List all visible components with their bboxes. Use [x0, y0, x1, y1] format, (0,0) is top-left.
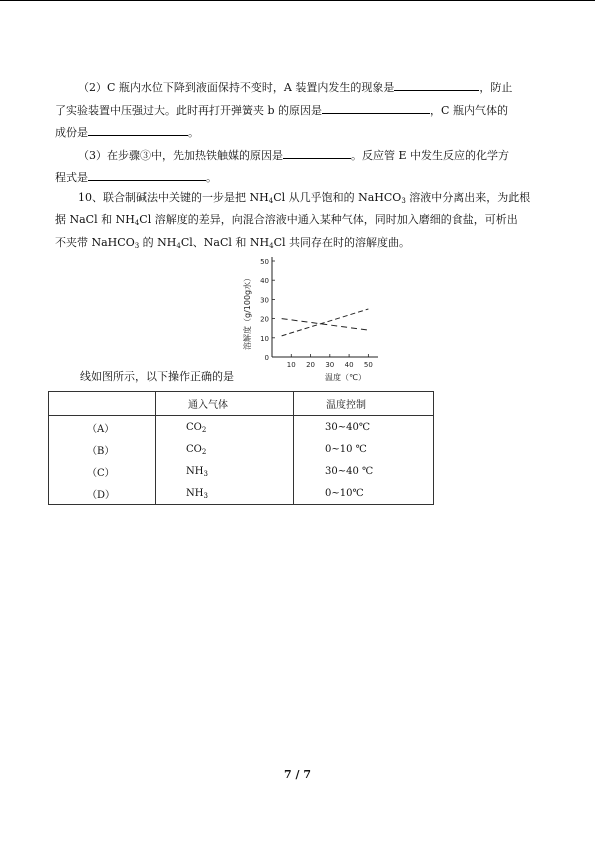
q9-2-text2: ，防止 [479, 81, 513, 94]
y-axis-label: 溶解度（g/100g水） [243, 273, 252, 350]
table-row [49, 416, 434, 439]
x-tick-label: 20 [306, 361, 316, 369]
temperature-cell: 0~10℃ [294, 482, 434, 505]
q9-2-line3 [55, 124, 199, 140]
option-label[interactable]: （C） [49, 460, 156, 482]
subscript: 3 [401, 197, 406, 205]
answer-blank[interactable] [394, 79, 479, 91]
q9-2-text4: ，C 瓶内气体的 [430, 104, 508, 117]
q10-text: 溶液中分离出来，为此根 [405, 191, 531, 204]
table-header: 通入气体 [156, 392, 294, 416]
subscript: 4 [269, 242, 274, 250]
x-tick-label: 10 [286, 361, 296, 369]
table-row [49, 438, 434, 460]
q10-text: 的 NH [139, 236, 177, 249]
q10-line3 [55, 236, 410, 250]
y-tick-label: 0 [264, 354, 269, 362]
x-tick-label: 40 [344, 361, 354, 369]
q10-text: Cl 共同存在时的溶解度曲。 [273, 236, 411, 249]
table-row [49, 482, 434, 505]
gas-cell: $CO_2$ [156, 416, 294, 439]
temperature-cell: 0~10 ℃ [294, 438, 434, 460]
x-tick-label: 30 [325, 361, 335, 369]
page-number: 7 / 7 [284, 768, 311, 781]
q9-3-text4: 。 [206, 171, 217, 184]
q10-text: 据 NaCl 和 NH [55, 213, 135, 226]
y-tick-label: 10 [260, 334, 269, 343]
gas-cell: $CO_2$ [156, 438, 294, 460]
option-label[interactable]: （D） [49, 482, 156, 505]
q9-3-text3: 程式是 [55, 171, 88, 184]
series-line [282, 319, 369, 331]
q10-text: Cl 溶解度的差异，向混合溶液中通入某种气体，同时加入磨细的食盐，可析出 [139, 213, 518, 226]
answer-blank[interactable] [88, 124, 188, 136]
y-tick-label: 30 [260, 296, 269, 305]
q9-2-text3: 了实验装置中压强过大。此时再打开弹簧夹 b 的原因是 [55, 104, 323, 117]
gas-cell: $NH_3$ [156, 482, 294, 505]
q10-text: 线如图所示，以下操作正确的是 [80, 370, 234, 383]
q9-2-line2 [55, 102, 508, 118]
solubility-chart [243, 256, 383, 386]
top-rule [0, 0, 595, 1]
option-label[interactable]: （B） [49, 438, 156, 460]
q9-2-text6: 。 [188, 126, 199, 139]
answer-blank[interactable] [322, 102, 430, 114]
q10-line4 [80, 370, 234, 384]
q9-2-text1: （2）C 瓶内水位下降到液面保持不变时，A 装置内发生的现象是 [78, 81, 395, 94]
q10-text: 不夹带 NaHCO [55, 236, 135, 249]
subscript: 4 [134, 219, 140, 227]
gas-cell: $NH_3$ [156, 460, 294, 482]
subscript: 4 [268, 197, 274, 205]
table-header: 温度控制 [294, 392, 434, 416]
y-tick-label: 50 [260, 258, 269, 266]
subscript: 3 [134, 242, 140, 250]
q9-2-text5: 成份是 [55, 126, 88, 139]
table-header-row [49, 392, 434, 416]
answer-blank[interactable] [88, 169, 206, 181]
subscript: 4 [176, 242, 181, 250]
q9-3-line2 [55, 169, 217, 185]
option-label[interactable]: （A） [49, 416, 156, 439]
series-line [282, 309, 369, 336]
answer-blank[interactable] [283, 147, 351, 159]
options-table [48, 391, 434, 505]
q10-text: Cl 从几乎饱和的 NaHCO [273, 191, 402, 204]
y-tick-label: 20 [260, 315, 269, 324]
q9-3-text2: 。反应管 E 中发生反应的化学方 [351, 149, 510, 162]
table-row [49, 460, 434, 482]
q9-2-line1 [78, 79, 512, 95]
temperature-cell: 30~40℃ [294, 416, 434, 439]
q10-text: 10、联合制碱法中关键的一步是把 NH [78, 191, 269, 204]
x-tick-label: 50 [363, 361, 373, 369]
temperature-cell: 30~40 ℃ [294, 460, 434, 482]
q9-3-line1 [78, 147, 509, 163]
table-header [49, 392, 156, 416]
q9-3-text1: （3）在步骤③中，先加热铁触媒的原因是 [78, 149, 283, 162]
q10-text: Cl、NaCl 和 NH [180, 236, 270, 249]
q10-line2 [55, 213, 518, 227]
x-axis-label: 温度（℃） [325, 373, 366, 382]
q10-line1 [78, 191, 530, 205]
y-tick-label: 40 [260, 277, 269, 286]
